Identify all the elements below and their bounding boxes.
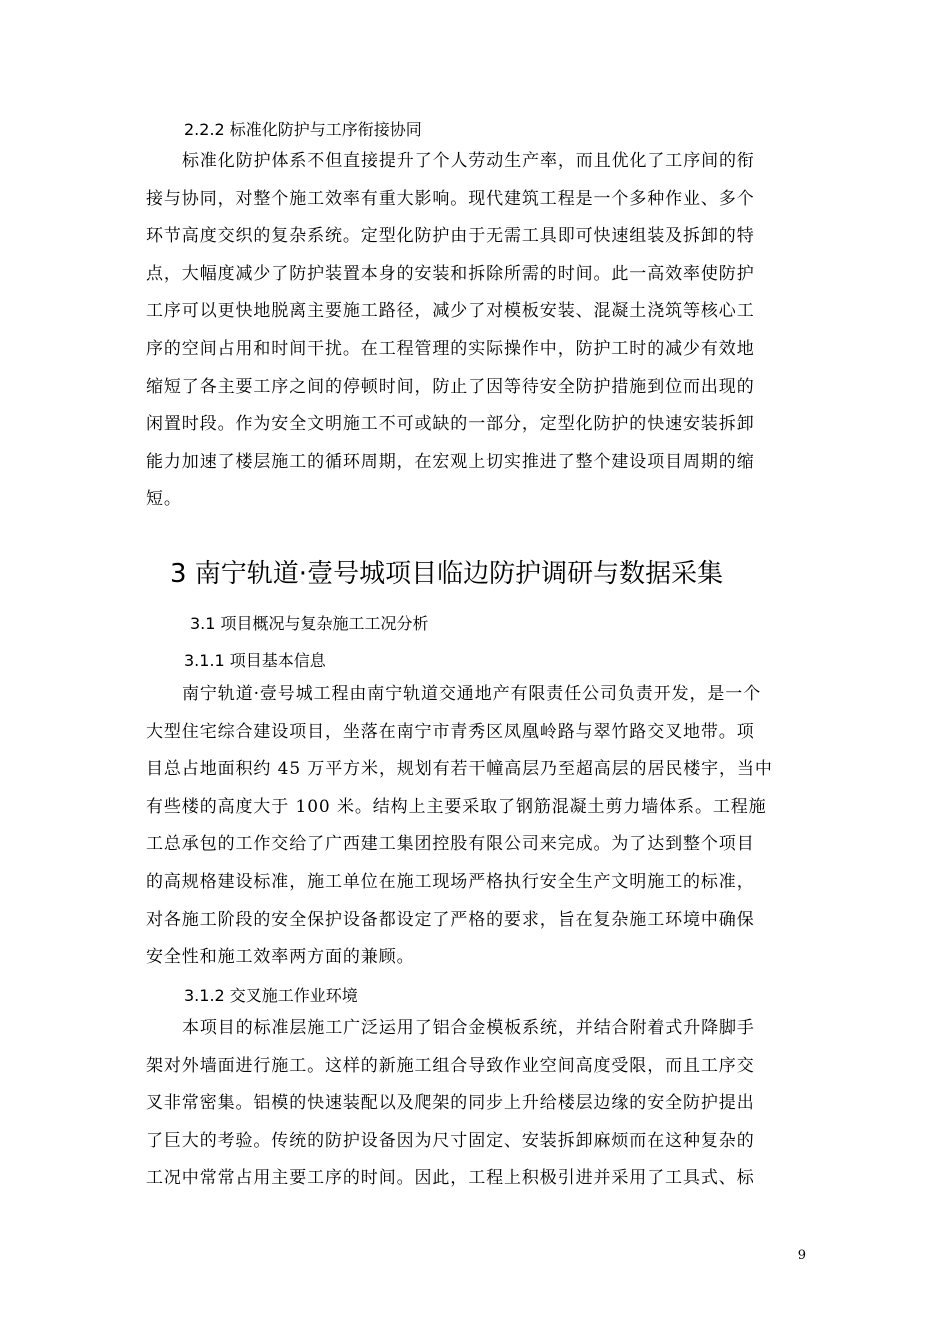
paragraph-2-2-2 — [146, 143, 806, 519]
page-number: 9 — [797, 1248, 806, 1263]
text-line: 点，大幅度减少了防护装置本身的安装和拆除所需的时间。此一高效率使防护 — [146, 263, 755, 284]
text-line: 了巨大的考验。传统的防护设备因为尺寸固定、安装拆卸麻烦而在这种复杂的 — [146, 1130, 755, 1151]
heading-2-2-2: 2.2.2 标准化防护与工序衔接协同 — [184, 120, 422, 139]
text-line: 环节高度交织的复杂系统。定型化防护由于无需工具即可快速组装及拆卸的特 — [146, 226, 755, 247]
text-line: 大型住宅综合建设项目，坐落在南宁市青秀区凤凰岭路与翠竹路交叉地带。项 — [146, 721, 755, 742]
text-line: 叉非常密集。铝模的快速装配以及爬架的同步上升给楼层边缘的安全防护提出 — [146, 1093, 755, 1114]
text-line: 工总承包的工作交给了广西建工集团控股有限公司来完成。为了达到整个项目 — [146, 834, 755, 855]
text-line: 安全性和施工效率两方面的兼顾。 — [146, 947, 415, 968]
text-line: 闲置时段。作为安全文明施工不可或缺的一部分，定型化防护的快速安装拆卸 — [146, 414, 755, 435]
text-line: 对各施工阶段的安全保护设备都设定了严格的要求，旨在复杂施工环境中确保 — [146, 909, 755, 930]
text-line: 有些楼的高度大于 100 米。结构上主要采取了钢筋混凝土剪力墙体系。工程施 — [146, 796, 767, 817]
text-line: 能力加速了楼层施工的循环周期，在宏观上切实推进了整个建设项目周期的缩 — [146, 451, 755, 472]
text-line: 接与协同，对整个施工效率有重大影响。现代建筑工程是一个多种作业、多个 — [146, 188, 755, 209]
text-line: 序的空间占用和时间干扰。在工程管理的实际操作中，防护工时的减少有效地 — [146, 338, 755, 359]
text-line: 架对外墙面进行施工。这样的新施工组合导致作业空间高度受限，而且工序交 — [146, 1055, 755, 1076]
heading-3-1-2: 3.1.2 交叉施工作业环境 — [184, 986, 358, 1005]
paragraph-3-1-1 — [146, 676, 806, 977]
heading-3-1-1: 3.1.1 项目基本信息 — [184, 651, 326, 670]
text-line: 的高规格建设标准，施工单位在施工现场严格执行安全生产文明施工的标准， — [146, 871, 755, 892]
heading-3-1: 3.1 项目概况与复杂施工工况分析 — [190, 614, 429, 633]
text-line: 南宁轨道·壹号城工程由南宁轨道交通地产有限责任公司负责开发，是一个 — [182, 684, 762, 704]
chapter-3-heading: 3 南宁轨道·壹号城项目临边防护调研与数据采集 — [170, 559, 724, 589]
text-line: 工况中常常占用主要工序的时间。因此，工程上积极引进并采用了工具式、标 — [146, 1168, 755, 1189]
text-line: 标准化防护体系不但直接提升了个人劳动生产率，而且优化了工序间的衔 — [182, 151, 755, 171]
text-line: 本项目的标准层施工广泛运用了铝合金模板系统，并结合附着式升降脚手 — [182, 1018, 755, 1038]
text-line: 缩短了各主要工序之间的停顿时间，防止了因等待安全防护措施到位而出现的 — [146, 376, 755, 397]
paragraph-3-1-2 — [146, 1010, 806, 1198]
text-line: 工序可以更快地脱离主要施工路径，减少了对模板安装、混凝土浇筑等核心工 — [146, 301, 755, 322]
text-line: 目总占地面积约 45 万平方米，规划有若干幢高层乃至超高层的居民楼宇，当中 — [146, 759, 773, 780]
text-line: 短。 — [146, 489, 182, 510]
